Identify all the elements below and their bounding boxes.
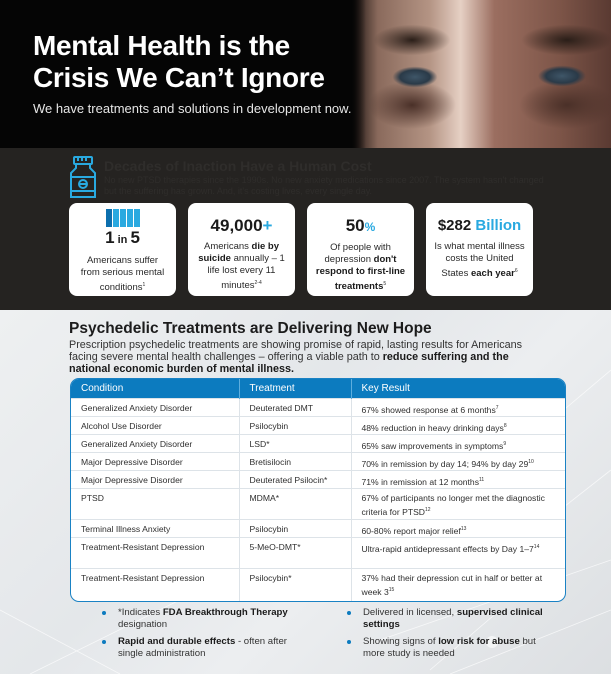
hero-subtitle: We have treatments and solutions in development now.	[33, 101, 352, 116]
section-title: Psychedelic Treatments are Delivering New Hope	[69, 320, 432, 337]
cell-result: 71% in remission at 12 months$^{11}$	[351, 470, 565, 488]
cell-treatment: Deuterated DMT	[239, 398, 351, 416]
stat-description: Americans suffer from serious mental conditions$^1$	[80, 255, 165, 294]
stat-value: $282 Billion	[437, 217, 522, 234]
hero-title-line-1: Mental Health is the	[33, 30, 290, 61]
header-key-result: Key Result	[351, 379, 565, 398]
cell-treatment: Psilocybin	[239, 519, 351, 537]
table-row	[71, 488, 565, 519]
stat-card-1-in-5	[69, 203, 176, 296]
inaction-band	[0, 148, 611, 310]
cell-treatment: Psilocybin	[239, 416, 351, 434]
cell-condition: Major Depressive Disorder	[71, 452, 239, 470]
header-treatment: Treatment	[239, 379, 351, 398]
bullet-list-left	[100, 607, 300, 665]
stat-card-cost	[426, 203, 533, 296]
cell-result: 60-80% report major relief$^{13}$	[351, 519, 565, 537]
stat-value: 49,000+	[210, 216, 273, 235]
stat-value: 1 in 5	[105, 228, 140, 247]
band-title: Decades of Inaction Have a Human Cost	[104, 158, 372, 174]
cell-treatment: Psilocybin*	[239, 568, 351, 601]
people-icon	[69, 209, 176, 227]
band-text: No new PTSD therapies since the 1990s. No new anxiety medications since 2007. The system hasn't changed but the suffering has grown. And, it's costing lives, every single day.	[104, 175, 544, 196]
hero-title	[33, 30, 325, 94]
bullet-list-right	[345, 607, 545, 665]
stat-card-depression	[307, 203, 414, 296]
cell-result: Ultra-rapid antidepressant effects by Day $1-7^{14}$	[351, 537, 565, 568]
table-header-row	[71, 379, 565, 398]
table-row	[71, 537, 565, 568]
table-row	[71, 416, 565, 434]
cell-result: 67% showed response at 6 months$^7$	[351, 398, 565, 416]
cell-result: 37% had their depression cut in half or better at week $3^{15}$	[351, 568, 565, 601]
bullet-item: Rapid and durable effects - often after single administration	[100, 636, 300, 660]
cell-condition: Terminal Illness Anxiety	[71, 519, 239, 537]
treatments-table	[70, 378, 566, 602]
stat-description: Of people with depression don't respond to first-line treatments$^5$	[315, 242, 406, 293]
cell-treatment: 5-MeO-DMT*	[239, 537, 351, 568]
cell-condition: Generalized Anxiety Disorder	[71, 398, 239, 416]
cell-treatment: Deuterated Psilocin*	[239, 470, 351, 488]
stat-card-suicide	[188, 203, 295, 296]
bullet-item: Showing signs of low risk for abuse but more study is needed	[345, 636, 545, 660]
table-row	[71, 519, 565, 537]
section-text: Prescription psychedelic treatments are showing promise of rapid, lasting results for Americans facing severe mental health challenges – offering a viable path to reduce suffering and the national economic burden of mental illness.	[69, 339, 523, 375]
cell-result: 70% in remission by day 14; 94% by day $29^{10}$	[351, 452, 565, 470]
stat-description: Americans die by suicide annually – 1 life lost every 11 minutes$^{2-4}$	[198, 241, 285, 292]
cell-condition: Treatment-Resistant Depression	[71, 537, 239, 568]
table-row	[71, 434, 565, 452]
cell-condition: Treatment-Resistant Depression	[71, 568, 239, 601]
cell-condition: Major Depressive Disorder	[71, 470, 239, 488]
cell-result: 67% of participants no longer met the diagnostic criteria for PTSD$^{12}$	[351, 488, 565, 519]
bullet-item: *Indicates FDA Breakthrough Therapy designation	[100, 607, 300, 631]
cell-result: 65% saw improvements in symptoms$^9$	[351, 434, 565, 452]
cell-condition: Generalized Anxiety Disorder	[71, 434, 239, 452]
table-row	[71, 452, 565, 470]
cell-treatment: MDMA*	[239, 488, 351, 519]
hero-face-image	[352, 0, 611, 148]
cell-result: 48% reduction in heavy drinking days$^8$	[351, 416, 565, 434]
hero-banner	[0, 0, 611, 148]
hero-title-line-2: Crisis We Can’t Ignore	[33, 62, 325, 93]
stat-description: Is what mental illness costs the United States each year$^6$	[434, 241, 525, 280]
treatments-section	[0, 310, 611, 674]
medicine-bottle-icon	[68, 155, 98, 199]
stat-value: 50%	[345, 216, 376, 235]
table-row	[71, 568, 565, 601]
table-row	[71, 470, 565, 488]
cell-condition: Alcohol Use Disorder	[71, 416, 239, 434]
cell-condition: PTSD	[71, 488, 239, 519]
cell-treatment: Bretisilocin	[239, 452, 351, 470]
cell-treatment: LSD*	[239, 434, 351, 452]
stat-cards	[69, 203, 533, 296]
table-row	[71, 398, 565, 416]
header-condition: Condition	[71, 379, 239, 398]
bullet-item: Delivered in licensed, supervised clinical settings	[345, 607, 545, 631]
